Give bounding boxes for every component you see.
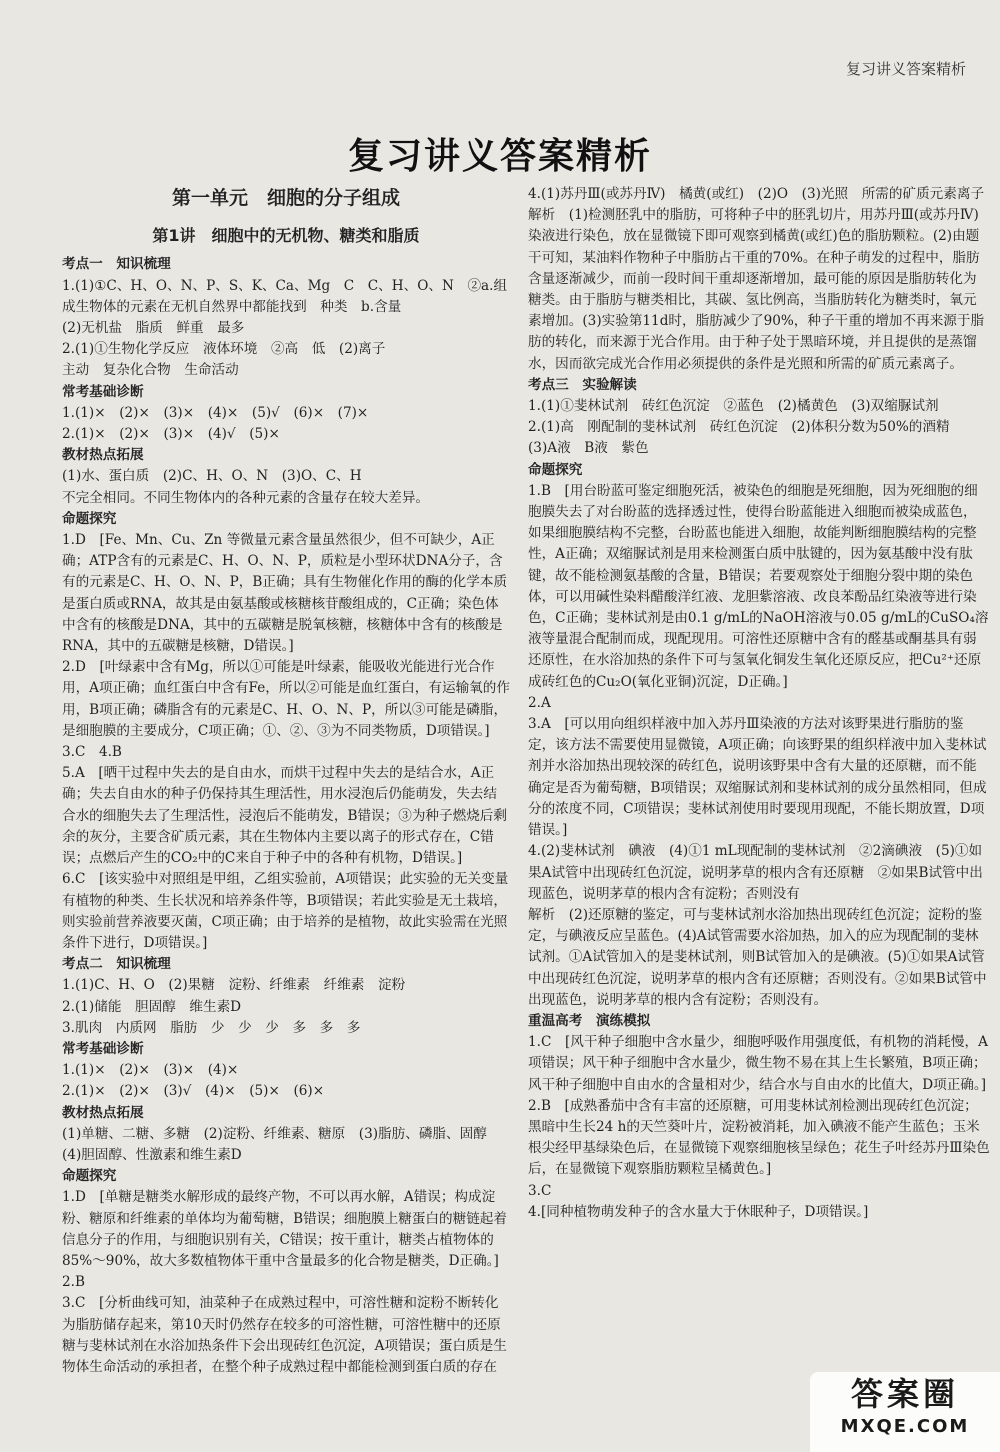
section-heading: 考点三 实验解读 xyxy=(528,376,637,393)
section-heading: 考点二 知识梳理 xyxy=(62,956,171,973)
answer-paragraph: 4.(1)苏丹Ⅲ(或苏丹Ⅳ) 橘黄(或红) (2)O (3)光照 所需的矿质元素离子 xyxy=(528,186,985,202)
answer-paragraph: 3.A [可以用向组织样液中加入苏丹Ⅲ染液的方法对该野果进行脂肪的鉴定，该方法不需要使用显微镜，A项正确；向该野果的组织样液中加入斐林试剂并水浴加热出现较深的砖红色，说明该野果中含有大量的还原糖，而不能确定是否为葡萄糖，B项错误；双缩脲试剂和斐林试剂的成分虽然相同，但成分的浓度不同，C项错误；斐林试剂使用时要现用现配，不能长期放置，D项错误。] xyxy=(528,716,987,839)
answer-paragraph: 解析 (2)还原糖的鉴定，可与斐林试剂水浴加热出现砖红色沉淀；淀粉的鉴定，与碘液反应呈蓝色。(4)A试管需要水浴加热，加入的应为现配制的斐林试剂。①A试管加入的是斐林试剂，则B试管加入的是碘液。(5)①如果A试管中出现砖红色沉淀，说明茅草的根内含有还原糖；否则没有。②如果B试管中出现蓝色，说明茅草的根内含有淀粉；否则没有。 xyxy=(528,906,987,1008)
right-column xyxy=(528,184,990,1223)
section-heading: 常考基础诊断 xyxy=(62,383,144,400)
answer-paragraph: 5.A [晒干过程中失去的是自由水，而烘干过程中失去的是结合水，A正确；失去自由水的种子仍保持其生理活性，用水浸泡后仍能萌发，失去结合水的细胞失去了生理活性，浸泡后不能萌发，B错误；③为种子燃烧后剩余的灰分，主要含矿质元素，其在生物体内主要以离子的形式存在，C错误；点燃后产生的CO₂中的C来自于种子中的各种有机物，D错误。] xyxy=(62,765,507,867)
unit-title: 第一单元 细胞的分子组成 xyxy=(171,187,400,209)
answer-paragraph: 2.B [成熟番茄中含有丰富的还原糖，可用斐林试剂检测出现砖红色沉淀；黑暗中生长24 h的天竺葵叶片，淀粉被消耗，加入碘液不能产生蓝色；玉米根尖经甲基绿染色后，在显微镜下观察细胞核呈绿色；花生子叶经苏丹Ⅲ染色后，在显微镜下观察脂肪颗粒呈橘黄色。] xyxy=(528,1097,990,1178)
lecture-title: 第1讲 细胞中的无机物、糖类和脂质 xyxy=(152,226,420,246)
running-header: 复习讲义答案精析 xyxy=(845,60,966,78)
answer-paragraph: 3.C 4.B xyxy=(62,744,122,761)
answer-paragraph: 2.(1)高 刚配制的斐林试剂 砖红色沉淀 (2)体积分数为50%的酒精 (3)A液 B液 紫色 xyxy=(528,419,964,457)
answer-paragraph: 3.C [分析曲线可知，油菜种子在成熟过程中，可溶性糖和淀粉不断转化为脂肪储存起来，第10天时仍然存在较多的可溶性糖，可溶性糖中的还原糖与斐林试剂在水浴加热条件下会出现砖红色沉淀，A项错误；蛋白质是生物体生命活动的承担者，在整个种子成熟过程中都能检测到蛋白质的存在 xyxy=(62,1295,507,1375)
answer-paragraph: 解析 (1)检测胚乳中的脂肪，可将种子中的胚乳切片，用苏丹Ⅲ(或苏丹Ⅳ)染液进行染色，放在显微镜下即可观察到橘黄(或红)色的脂肪颗粒。(2)由题干可知，某油料作物种子中脂肪占干重的70%。在种子萌发的过程中，脂肪含量逐渐减少，而前一段时间干重却逐渐增加，最可能的原因是脂肪转化为糖类。由于脂肪与糖类相比，其碳、氢比例高，当脂肪转化为糖类时，氧元素增加。(3)实验第11d时，脂肪减少了90%，种子干重的增加不再来源于脂肪的转化，而来源于光合作用。由于种子处于黑暗环境，并且提供的是蒸馏水，因而欲完成光合作用必须提供的条件是光照和所需的矿质元素离子。 xyxy=(528,207,985,372)
answer-paragraph: 1.(1)①斐林试剂 砖红色沉淀 ②蓝色 (2)橘黄色 (3)双缩脲试剂 xyxy=(528,398,939,415)
section-heading: 常考基础诊断 xyxy=(62,1040,144,1057)
answer-paragraph: 1.C [风干种子细胞中含水量少，细胞呼吸作用强度低，有机物的消耗慢，A项错误；风干种子细胞中含水量少，微生物不易在其上生长繁殖，B项正确；风干种子细胞中自由水的含量相对少，结合水与自由水的比值大，D项正确。] xyxy=(528,1034,988,1093)
answer-paragraph: 2.(1)①生物化学反应 液体环境 ②高 低 (2)离子 主动 复杂化合物 生命活动 xyxy=(62,341,386,379)
answer-paragraph: 6.C [该实验中对照组是甲组，乙组实验前，A项错误；此实验的无关变量有植物的种类、生长状况和培养条件等，B项错误；若此实验是无土栽培，则实验前营养液要灭菌，C项正确；由于培养的是植物，故此实验需在光照条件下进行，D项错误。] xyxy=(62,871,509,951)
answer-paragraph: 1.D [单糖是糖类水解形成的最终产物，不可以再水解，A错误；构成淀粉、糖原和纤维素的单体均为葡萄糖，B错误；细胞膜上糖蛋白的糖链起着信息分子的作用，与细胞识别有关，C错误；按干重计，糖类占植物体的85%～90%，故大多数植物体干重中含量最多的化合物是糖类，D正确。] xyxy=(62,1189,507,1269)
section-heading: 考点一 知识梳理 xyxy=(62,256,171,273)
answer-paragraph: 4.(2)斐林试剂 碘液 (4)①1 mL现配制的斐林试剂 ②2滴碘液 (5)①如果A试管中出现砖红色沉淀，说明茅草的根内含有还原糖 ②如果B试管中出现蓝色，说明茅草的根内含有淀粉；否则没有 xyxy=(528,843,983,902)
answer-paragraph: 4.[同种植物萌发种子的含水量大于休眠种子，D项错误。] xyxy=(528,1203,869,1220)
answer-paragraph: 1.(1)①C、H、O、N、P、S、K、Ca、Mg C C、H、O、N ②a.组成生物体的元素在无机自然界中都能找到 种类 b.含量 (2)无机盐 脂质 鲜重 最多 xyxy=(62,277,508,337)
answer-paragraph: (1)单糖、二糖、多糖 (2)淀粉、纤维素、糖原 (3)脂肪、磷脂、固醇 (4)胆固醇、性激素和维生素D xyxy=(62,1125,501,1163)
section-heading: 重温高考 演练模拟 xyxy=(528,1012,651,1029)
answer-paragraph: 2.A xyxy=(528,694,551,711)
answer-paragraph: 1.D [Fe、Mn、Cu、Zn 等微量元素含量虽然很少，但不可缺少，A正确；ATP含有的元素是C、H、O、N、P，质粒是小型环状DNA分子，含有的元素是C、H、O、N、P，B正确；具有生物催化作用的酶的化学本质是蛋白质或RNA，故其是由氨基酸或核糖核苷酸组成的，C正确；染色体中含有的核酸是DNA，其中的五碳糖是脱氧核糖，核糖体中含有的核酸是RNA，其中的五碳糖是核糖，D错误。] xyxy=(62,532,508,655)
answer-paragraph: 1.(1)C、H、O (2)果糖 淀粉、纤维素 纤维素 淀粉 2.(1)储能 胆固醇 维生素D 3.肌肉 内质网 脂肪 少 少 少 多 多 多 xyxy=(62,977,406,1036)
section-heading: 教材热点拓展 xyxy=(62,1104,144,1121)
watermark-logo-text: 答案圈 xyxy=(850,1375,959,1413)
left-column xyxy=(62,184,510,1378)
watermark-logo xyxy=(810,1372,1000,1452)
section-heading: 教材热点拓展 xyxy=(62,447,144,464)
section-heading: 命题探究 xyxy=(528,461,583,478)
answer-paragraph: 2.B xyxy=(62,1274,85,1291)
section-heading: 命题探究 xyxy=(62,510,117,527)
answer-paragraph: 1.(1)× (2)× (3)× (4)× 2.(1)× (2)× (3)√ (4)× (5)× (6)× xyxy=(62,1062,325,1100)
answer-paragraph: 1.(1)× (2)× (3)× (4)× (5)√ (6)× (7)× 2.(1)× (2)× (3)× (4)√ (5)× xyxy=(62,404,369,443)
answer-paragraph: 1.B [用台盼蓝可鉴定细胞死活，被染色的细胞是死细胞，因为死细胞的细胞膜失去了对台盼蓝的选择透过性，使得台盼蓝能进入细胞而被染成蓝色，如果细胞膜结构不完整，台盼蓝也能进入细胞，故能判断细胞膜结构的完整性，A正确；双缩脲试剂是用来检测蛋白质中肽键的，因为氨基酸中没有肽键，故不能检测氨基酸的含量，B错误；若要观察处于细胞分裂中期的染色体，可以用碱性染料醋酸洋红液、龙胆紫溶液、改良苯酚品红染液等进行染色，C正确；斐林试剂是由0.1 g/mL的NaOH溶液与0.05 g/mL的CuSO₄溶液等量混合配制而成，现配现用。可溶性还原糖中含有的醛基或酮基具有弱还原性，在水浴加热的条件下可与氢氧化铜发生氧化还原反应，把Cu²⁺还原成砖红色的Cu₂O(氧化亚铜)沉淀，D正确。] xyxy=(528,482,989,690)
page-title: 复习讲义答案精析 xyxy=(347,136,652,177)
answer-paragraph: 2.D [叶绿素中含有Mg，所以①可能是叶绿素，能吸收光能进行光合作用，A项正确；血红蛋白中含有Fe，所以②可能是血红蛋白，有运输氧的作用，B项正确；磷脂含有的元素是C、H、O、N、P，所以③可能是磷脂，是细胞膜的主要成分，C项正确；①、②、③为不同类物质，D项错误。] xyxy=(62,659,510,739)
answer-paragraph: (1)水、蛋白质 (2)C、H、O、N (3)O、C、H 不完全相同。不同生物体内的各种元素的含量存在较大差异。 xyxy=(62,468,430,506)
answer-paragraph: 3.C xyxy=(528,1182,552,1199)
watermark-logo-url: MXQE.COM xyxy=(840,1416,970,1437)
section-heading: 命题探究 xyxy=(62,1168,117,1185)
